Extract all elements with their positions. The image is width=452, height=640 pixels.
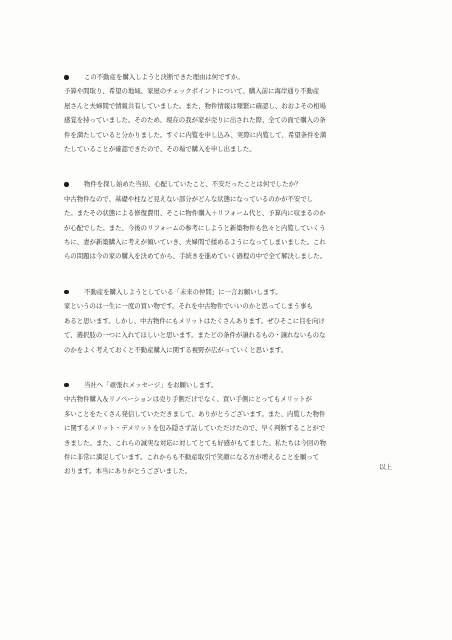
qa-section <box>64 70 394 156</box>
answer-line: 中古物件購入＆リノベーションは売り手側だけでなく、買い手側にとってもメリットが <box>64 395 312 404</box>
answer-line: た。またその状態による修復費用、そこに物件購入＋リフォーム代と、予算内に収まるのか <box>64 209 326 218</box>
answer-line: あると思います。しかし、中古物件にもメリットはたくさんあります。ぜひそこに目を向け <box>64 316 325 325</box>
question-heading <box>64 177 394 191</box>
answer-line: に関するメリット・デメリットを包み隠さず話していただけたので、早く判断することがで <box>64 424 326 433</box>
question-text: この不動産を購入しようと決断できた理由は何ですか。 <box>84 73 244 81</box>
answer-line: が心配でした。また、今後のリフォームの参考にしようと新築物件も色々と内覧していくう <box>64 223 326 232</box>
qa-section <box>64 177 394 263</box>
answer-line: たしていることが確認できたので、その場で購入を申し出ました。 <box>64 145 256 154</box>
answer-line: 屋さんと夫婦間で情報共有していました。また、物件情報は頻繁に確認し、おおよその相場 <box>64 101 327 110</box>
bullet-icon <box>64 75 69 80</box>
question-text: 不動産を購入しようとしている「未来の仲間」に一言お願いします。 <box>84 287 282 296</box>
qa-section <box>64 285 394 357</box>
answer-line: おります。本当にありがとうございました。 <box>64 467 192 476</box>
qa-section <box>64 378 394 479</box>
answer-line: て、選択肢の一つに入れてほしいと思います。またどの条件が譲れるもの・譲れないものな <box>64 331 326 340</box>
answer-line: 件に非常に満足しています。これからも不動産取引で笑顔になる方が増えることを願って <box>64 452 320 461</box>
answer-line: 感覚を持っていました。そのため、現在の我が家が売りに出された際、全ての面で購入の条 <box>64 116 326 125</box>
closing-mark: 以上 <box>379 463 392 471</box>
answer-line: 件を満たしていると分かりました。すぐに内覧を申し込み、実際に内覧して、希望条件を満 <box>64 130 327 139</box>
bullet-icon <box>64 290 69 295</box>
bullet-icon <box>64 383 69 388</box>
answer-line: らの問題は今の家の購入を決めてから、手続きを進めていく過程の中で全て解決しました。 <box>64 252 327 261</box>
bullet-icon <box>64 182 69 187</box>
answer-line: きました。また、これらの誠実な対応に対してとても好感がもてました。私たちは今回の物 <box>64 438 327 447</box>
answer-line: のかをよく考えておくと不動産購入に関する視野が広がっていくと思います。 <box>64 345 288 354</box>
answer-line: 予算や間取り、希望の地域、家屋のチェックポイントについて、購入前に海岸通り不動産 <box>64 87 320 96</box>
question-text: 物件を探し始めた当初、心配していたこと、不安だったことは何でしたか？ <box>84 180 302 189</box>
answer-line: 多いことをたくさん発信していただきまして、ありがとうございます。また、内覧した物件 <box>64 409 326 418</box>
document-body <box>64 70 394 500</box>
question-heading <box>64 285 394 299</box>
answer-line: 家というのは一生に一度の買い物です。それを中古物件でいいのかと思ってしまう事も <box>64 302 313 311</box>
answer-line: ちに、妻が新築購入に考えが傾いていき、夫婦間で揉めるようになってしまいました。これ <box>64 238 326 247</box>
question-heading <box>64 378 394 392</box>
question-heading <box>64 70 394 84</box>
answer-line: 中古物件なので、基礎や柱など見えない部分がどんな状態になっているのかが不安でし <box>64 194 314 203</box>
question-text: 当社へ「頑張れメッセージ」をお願いします。 <box>84 380 218 389</box>
